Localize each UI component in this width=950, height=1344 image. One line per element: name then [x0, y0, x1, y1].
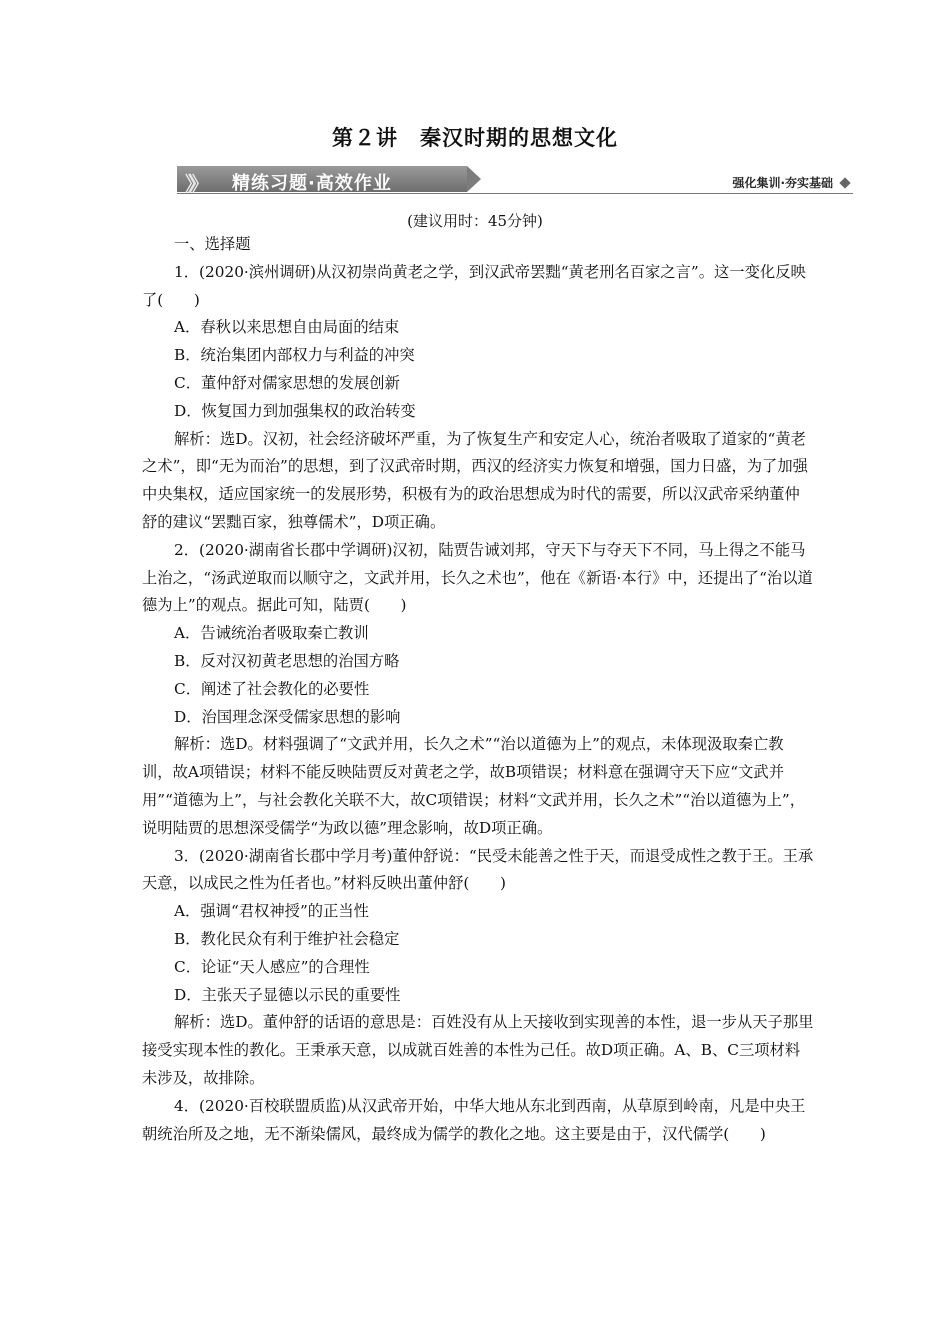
question-3-option-c: C．论证“天人感应”的合理性: [174, 957, 370, 976]
question-1-option-c: C．董仲舒对儒家思想的发展创新: [174, 373, 400, 392]
question-2-stem: 2．(2020·湖南省长郡中学调研)汉初，陆贾告诫刘邦，守天下与夺天下不同，马上得之不能马上治之，“汤武逆取而以顺守之，文武并用，长久之术也”，他在《新语·本行》中，还提出了“治以道德为上”的观点。据此可知，陆贾( ): [142, 540, 813, 615]
question-3-analysis: 解析：选D。董仲舒的话语的意思是：百姓没有从上天接收到实现善的本性，退一步从天子那里接受实现本性的教化。王秉承天意，以成就百姓善的本性为己任。故D项正确。A、B、C三项材料未涉及，故排除。: [142, 1013, 814, 1087]
question-2-option-a: A．告诫统治者吸取秦亡教训: [174, 624, 369, 643]
question-3-stem: 3．(2020·湖南省长郡中学月考)董仲舒说：“民受未能善之性于天，而退受成性之教于王。王承天意，以成民之性为任者也。”材料反映出董仲舒( ): [142, 846, 814, 893]
page-title: 第２讲 秦汉时期的思想文化: [332, 126, 618, 150]
diamond-icon: [839, 177, 850, 188]
question-2-option-c: C．阐述了社会教化的必要性: [174, 679, 370, 698]
question-3-option-b: B．教化民众有利于维护社会稳定: [174, 929, 400, 948]
question-3-option-a: A．强调“君权神授”的正当性: [174, 902, 369, 921]
question-1-option-a: A．春秋以来思想自由局面的结束: [174, 318, 400, 337]
banner-label: 精练习题·高效作业: [232, 173, 392, 194]
question-1-option-b: B．统治集团内部权力与利益的冲突: [174, 346, 415, 365]
question-3-option-d: D．主张天子显德以示民的重要性: [174, 985, 401, 1004]
section-banner: [177, 162, 853, 196]
banner-rule: [177, 193, 853, 194]
section-heading: 一、选择题: [174, 235, 251, 253]
question-list: [142, 231, 814, 1148]
banner-arrow-tip: [467, 166, 481, 192]
chevron-right-icon: 》》: [185, 172, 203, 196]
banner-right-text: 强化集训·夯实基础: [732, 176, 833, 190]
question-1-option-d: D．恢复国力到加强集权的政治转变: [174, 401, 416, 420]
question-2-analysis: 解析：选D。材料强调了“文武并用，长久之术”“治以道德为上”的观点，未体现汲取秦亡教训，故A项错误；材料不能反映陆贾反对黄老之学，故B项错误；材料意在强调守天下应“文武并用”“道德为上”，与社会教化关联不大，故C项错误；材料“文武并用，长久之术”“治以道德为上”，说明陆贾的思想深受儒学“为政以德”理念影响，故D项正确。: [142, 735, 806, 837]
question-1-stem: 1．(2020·滨州调研)从汉初崇尚黄老之学，到汉武帝罢黜“黄老刑名百家之言”。这一变化反映了( ): [142, 262, 806, 309]
question-1-analysis: 解析：选D。汉初，社会经济破坏严重，为了恢复生产和安定人心，统治者吸取了道家的“黄老之术”，即“无为而治”的思想，到了汉武帝时期，西汉的经济实力恢复和增强，国力日盛，为了加强中央集权，适应国家统一的发展形势，积极有为的政治思想成为时代的需要，所以汉武帝采纳董仲舒的建议“罢黜百家，独尊儒术”，D项正确。: [142, 429, 808, 531]
question-2-option-d: D．治国理念深受儒家思想的影响: [174, 707, 401, 726]
question-2-option-b: B．反对汉初黄老思想的治国方略: [174, 651, 400, 670]
question-4-stem: 4．(2020·百校联盟质监)从汉武帝开始，中华大地从东北到西南，从草原到岭南，凡是中央王朝统治所及之地，无不渐染儒风，最终成为儒学的教化之地。这主要是由于，汉代儒学( ): [142, 1096, 806, 1143]
time-note: (建议用时：45分钟): [407, 212, 543, 230]
